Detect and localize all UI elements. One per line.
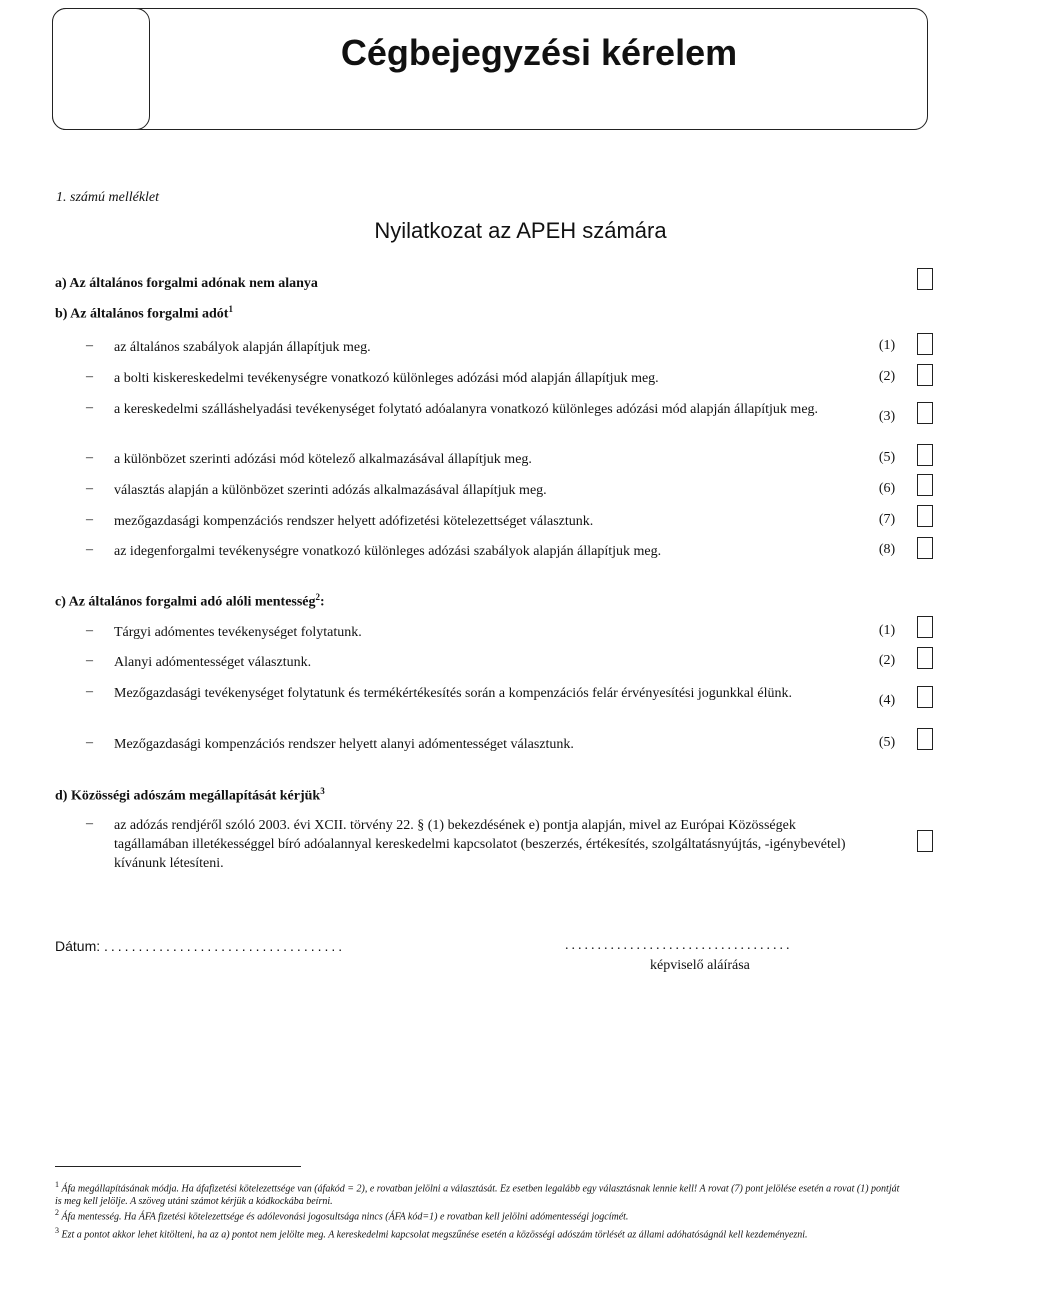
code-c-4: (5) [878, 735, 896, 750]
section-d-item: az adózás rendjéről szóló 2003. évi XCII. törvény 22. § (1) bekezdésének e) pontja alapján, mivel az Európai Közösségek tagállamában illetékességgel bíró adóalannyal kereskedelmi kapcsolatot (beszerzés, értékesítés, szolgáltatásnyújtás, -igénybevétel) kívánunk létesíteni. [114, 818, 846, 871]
dash: – [86, 450, 93, 465]
dash: – [86, 512, 93, 527]
code-c-1: (1) [878, 623, 896, 638]
checkbox-c-2[interactable] [917, 647, 933, 669]
footnote-ref-1: 1 [228, 304, 233, 314]
checkbox-c-4[interactable] [917, 728, 933, 750]
checkbox-c-1[interactable] [917, 616, 933, 638]
code-b-6: (7) [878, 512, 896, 527]
checkbox-a[interactable] [917, 268, 933, 290]
code-b-4: (5) [878, 450, 896, 465]
checkbox-b-2[interactable] [917, 364, 933, 386]
footnote-1: $^1$ Áfa megállapításának módja. Ha áfafizetési kötelezettsége van (áfakód = 2), e rovatban jelölni a választását. Ez esetben legalább egy választásnak lennie kell! A rovat (7) pont jelölése esetén a rovat (1) pontját is meg kell jelölje. A szöveg utáni számot kérjük a kódkockába beírni. [55, 1180, 900, 1208]
dash: – [86, 735, 93, 750]
footnote-2: $^2$ Áfa mentesség. Ha ÁFA fizetési kötelezettsége és adólevonási jogosultsága nincs (ÁFA kód=1) e rovatban kell jelölni adómentességi jogcímét. [55, 1208, 629, 1223]
section-b-item-1: az általános szabályok alapján állapítjuk meg. [114, 340, 371, 355]
section-b-item-5: választás alapján a különbözet szerinti adózás alkalmazásával állapítjuk meg. [114, 483, 547, 498]
dash: – [86, 400, 93, 415]
section-c-item-2: Alanyi adómentességet választunk. [114, 655, 312, 670]
dash: – [86, 338, 93, 353]
dash: – [86, 684, 93, 699]
section-d-label: d) Közösségi adószám megállapítását kérjük$^3$ [55, 786, 325, 804]
section-c-label: c) Az általános forgalmi adó alóli mentesség$^2$: [55, 592, 325, 610]
dash: – [86, 369, 93, 384]
section-c-item-1: Tárgyi adómentes tevékenységet folytatunk. [114, 625, 362, 640]
footnote-separator [55, 1166, 301, 1167]
section-b-item-4: a különbözet szerinti adózási mód kötelező alkalmazásával állapítjuk meg. [114, 452, 532, 467]
dash: – [86, 481, 93, 496]
checkbox-b-6[interactable] [917, 505, 933, 527]
checkbox-b-4[interactable] [917, 444, 933, 466]
footnote-ref-3: 3 [320, 786, 325, 796]
section-c-item-3: Mezőgazdasági tevékenységet folytatunk és termékértékesítés során a kompenzációs felár érvényesítési jogunkkal élünk. [114, 686, 792, 701]
dash: – [86, 623, 93, 638]
footnote-ref-2: 2 [315, 592, 321, 602]
checkbox-c-3[interactable] [917, 686, 933, 708]
checkbox-b-3[interactable] [917, 402, 933, 424]
page-title: Cégbejegyzési kérelem [340, 32, 738, 73]
code-b-1: (1) [878, 338, 896, 353]
logo-placeholder-box [52, 8, 150, 130]
section-b-label: b) Az általános forgalmi adót$^1$ [55, 304, 233, 322]
dash: – [86, 653, 93, 668]
checkbox-d[interactable] [917, 830, 933, 852]
dash: – [86, 542, 93, 557]
section-b-item-3: a kereskedelmi szálláshelyadási tevékenységet folytató adóalanyra vonatkozó különleges adózási mód alapján állapítjuk meg. [114, 402, 819, 417]
annex-label: 1. számú melléklet [56, 190, 160, 205]
checkbox-b-1[interactable] [917, 333, 933, 355]
section-b-item-7: az idegenforgalmi tevékenységre vonatkozó különleges adózási szabályok alapján állapítjuk meg. [114, 544, 662, 559]
code-b-3: (3) [878, 409, 896, 424]
code-c-3: (4) [878, 693, 896, 708]
section-a-label: a) Az általános forgalmi adónak nem alanya [55, 276, 318, 291]
checkbox-b-5[interactable] [917, 474, 933, 496]
code-b-7: (8) [878, 542, 896, 557]
date-field[interactable]: Dátum: ................................... [55, 938, 346, 954]
code-c-2: (2) [878, 653, 896, 668]
code-b-5: (6) [878, 481, 896, 496]
section-b-item-2: a bolti kiskereskedelmi tevékenységre vonatkozó különleges adózási mód alapján állapítjuk meg. [114, 371, 659, 386]
form-subtitle: Nyilatkozat az APEH számára [374, 218, 667, 243]
signature-label: képviselő aláírása [650, 958, 750, 973]
section-c-item-4: Mezőgazdasági kompenzációs rendszer helyett alanyi adómentességet választunk. [114, 737, 574, 752]
checkbox-b-7[interactable] [917, 537, 933, 559]
code-b-2: (2) [878, 369, 896, 384]
dash: – [86, 816, 93, 831]
signature-line[interactable]: ................................... [565, 938, 793, 953]
section-b-item-6: mezőgazdasági kompenzációs rendszer helyett adófizetési kötelezettséget választunk. [114, 514, 594, 529]
footnote-3: $^3$ Ezt a pontot akkor lehet kitölteni, ha az a) pontot nem jelölte meg. A kereskedelmi kapcsolat megszűnése esetén a közösségi adószám törlését az állami adóhatóságnál kell kezdeményezni. [55, 1226, 808, 1241]
